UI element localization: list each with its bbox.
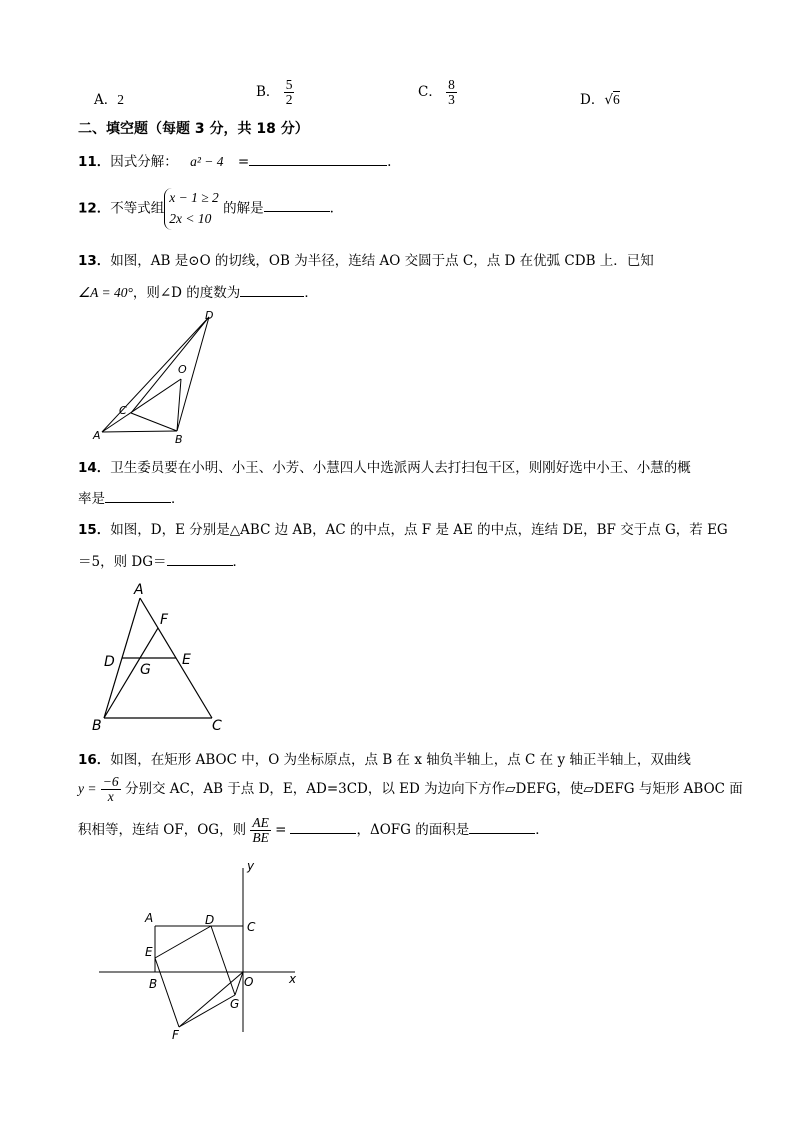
question-14-line1: [78, 456, 691, 476]
q13-figure: [85, 305, 225, 447]
option-b: [256, 78, 294, 107]
q13-number: 13．: [78, 253, 111, 269]
q16-line3b: ，ΔOFG 的面积是: [356, 822, 470, 839]
option-c-denominator: 3: [448, 92, 455, 108]
q16-line-ed: [155, 926, 211, 958]
question-13-line1: [78, 249, 654, 269]
question-16-line1: [78, 748, 691, 768]
q13-label-b: B: [175, 433, 183, 446]
q16-label-o: O: [244, 975, 254, 989]
q16-label-e: E: [145, 945, 153, 959]
q11-number: 11．: [78, 154, 111, 170]
q16-line3a: 积相等，连结 OF，OG，则: [78, 822, 247, 839]
q13-line-ab: [102, 431, 177, 432]
q12-line1: x − 1 ≥ 2: [169, 190, 219, 205]
option-a-letter: A．: [94, 92, 118, 108]
q14-answer-blank[interactable]: [105, 488, 171, 503]
q16-label-d: D: [205, 913, 215, 927]
q13-line-ao: [102, 379, 181, 432]
q16-number: 16．: [78, 752, 111, 768]
q14-number: 14．: [78, 460, 111, 476]
question-15-line2: [78, 550, 246, 570]
option-c-numerator: 8: [448, 77, 455, 92]
q16-answer-blank-1[interactable]: [290, 819, 356, 834]
q12-text: 不等式组: [110, 200, 165, 217]
q16-end: ．: [535, 822, 549, 839]
q16-line2: 分别交 AC，AB 于点 D，E，AD=3CD，以 ED 为边向下方作▱DEFG，使▱DEFG 与矩形 ABOC 面: [124, 781, 743, 798]
q15-figure: [88, 580, 238, 735]
question-16-line2: [78, 775, 743, 804]
question-13-line2: [78, 281, 318, 301]
q16-figure: [95, 860, 310, 1040]
option-b-fraction: [284, 78, 295, 107]
option-d: [580, 88, 620, 108]
q15-answer-blank[interactable]: [167, 551, 233, 566]
sqrt-icon: √: [604, 92, 613, 108]
q16-label-f: F: [172, 1028, 179, 1040]
q13-end: ．: [304, 285, 318, 301]
q15-label-a: A: [134, 582, 144, 598]
q13-answer-blank[interactable]: [240, 282, 304, 297]
q16-label-g: G: [230, 997, 240, 1011]
question-12: [78, 188, 334, 230]
q12-number: 12．: [78, 200, 111, 217]
q16-line-ef: [155, 958, 179, 1027]
option-d-letter: D．: [580, 92, 605, 108]
q13-line-cb: [131, 413, 177, 431]
q15-label-d: D: [104, 654, 115, 670]
q13-label-a: A: [93, 429, 101, 442]
q13-label-c: C: [119, 404, 127, 417]
q16-y-eq: y =: [78, 781, 97, 797]
option-d-radicand: 6: [612, 92, 620, 107]
q13-line-cd: [131, 317, 209, 413]
q11-text: 因式分解：: [110, 154, 178, 170]
q16-label-c: C: [247, 920, 256, 934]
q13-line1: 如图，AB 是⊙O 的切线，OB 为半径，连结 AO 交圆于点 C，点 D 在优弧 CDB 上．已知: [110, 253, 654, 269]
question-14-line2: [78, 487, 185, 507]
q15-label-e: E: [182, 652, 191, 668]
q16-ratio-num: AE: [252, 815, 269, 830]
q15-line1: 如图，D，E 分别是△ABC 边 AB，AC 的中点，点 F 是 AE 的中点，连结 DE，BF 交于点 G，若 EG: [110, 522, 728, 538]
option-c: [418, 78, 457, 107]
option-b-numerator: 5: [285, 77, 293, 92]
q15-label-b: B: [92, 718, 102, 734]
q16-ratio-den: BE: [252, 830, 269, 846]
q16-answer-blank-2[interactable]: [469, 819, 535, 834]
question-16-line3: [78, 816, 549, 845]
option-a-value: 2: [117, 92, 124, 107]
question-11: [78, 150, 391, 170]
q13-label-d: D: [205, 309, 214, 322]
q16-eq: =: [275, 822, 287, 839]
q16-ratio-fraction: [250, 816, 271, 845]
section-title: 二、填空题（每题 3 分，共 18 分）: [78, 121, 309, 137]
q16-hyperbola-fraction: [101, 775, 121, 804]
option-a: [94, 88, 124, 108]
q16-label-y: y: [247, 860, 255, 873]
q11-end: .: [387, 154, 392, 170]
q12-answer-blank[interactable]: [264, 197, 330, 212]
q16-frac-num: −6: [102, 774, 119, 789]
q12-system: [164, 188, 219, 230]
q15-line2: ＝5，则 DG＝: [78, 554, 167, 570]
q16-line-fg: [179, 995, 235, 1027]
q12-end: .: [329, 200, 334, 217]
q16-label-x: x: [289, 972, 297, 986]
q15-number: 15．: [78, 522, 111, 538]
option-c-letter: C．: [418, 84, 442, 101]
q11-answer-blank[interactable]: [249, 151, 387, 166]
q13-line2: ，则∠D 的度数为: [132, 285, 241, 301]
q16-label-a: A: [145, 911, 154, 925]
q16-line1: 如图，在矩形 ABOC 中，O 为坐标原点，点 B 在 x 轴负半轴上，点 C 在 y 轴正半轴上，双曲线: [110, 752, 691, 768]
question-15-line1: [78, 518, 728, 538]
option-c-fraction: [446, 78, 457, 107]
q13-angle-a: ∠A = 40°: [78, 285, 133, 300]
q14-line2: 率是: [78, 491, 105, 507]
q15-end: ．: [232, 554, 246, 570]
q11-expression: a² − 4: [190, 154, 224, 169]
q14-end: ．: [171, 491, 185, 507]
q15-label-f: F: [160, 612, 169, 628]
q16-label-b: B: [149, 977, 158, 991]
option-b-letter: B．: [256, 84, 280, 101]
q16-frac-den: x: [107, 789, 114, 805]
q11-equals: =: [237, 154, 250, 170]
q15-label-g: G: [140, 662, 151, 678]
q15-label-c: C: [212, 718, 222, 734]
q14-line1: 卫生委员要在小明、小王、小芳、小慧四人中选派两人去打扫包干区，则刚好选中小王、小慧的概: [110, 460, 691, 476]
q12-after: 的解是: [223, 200, 264, 217]
q16-line-dg: [211, 926, 235, 995]
option-b-denominator: 2: [285, 92, 293, 108]
q12-line2: 2x < 10: [169, 210, 212, 226]
q13-label-o: O: [178, 363, 187, 376]
